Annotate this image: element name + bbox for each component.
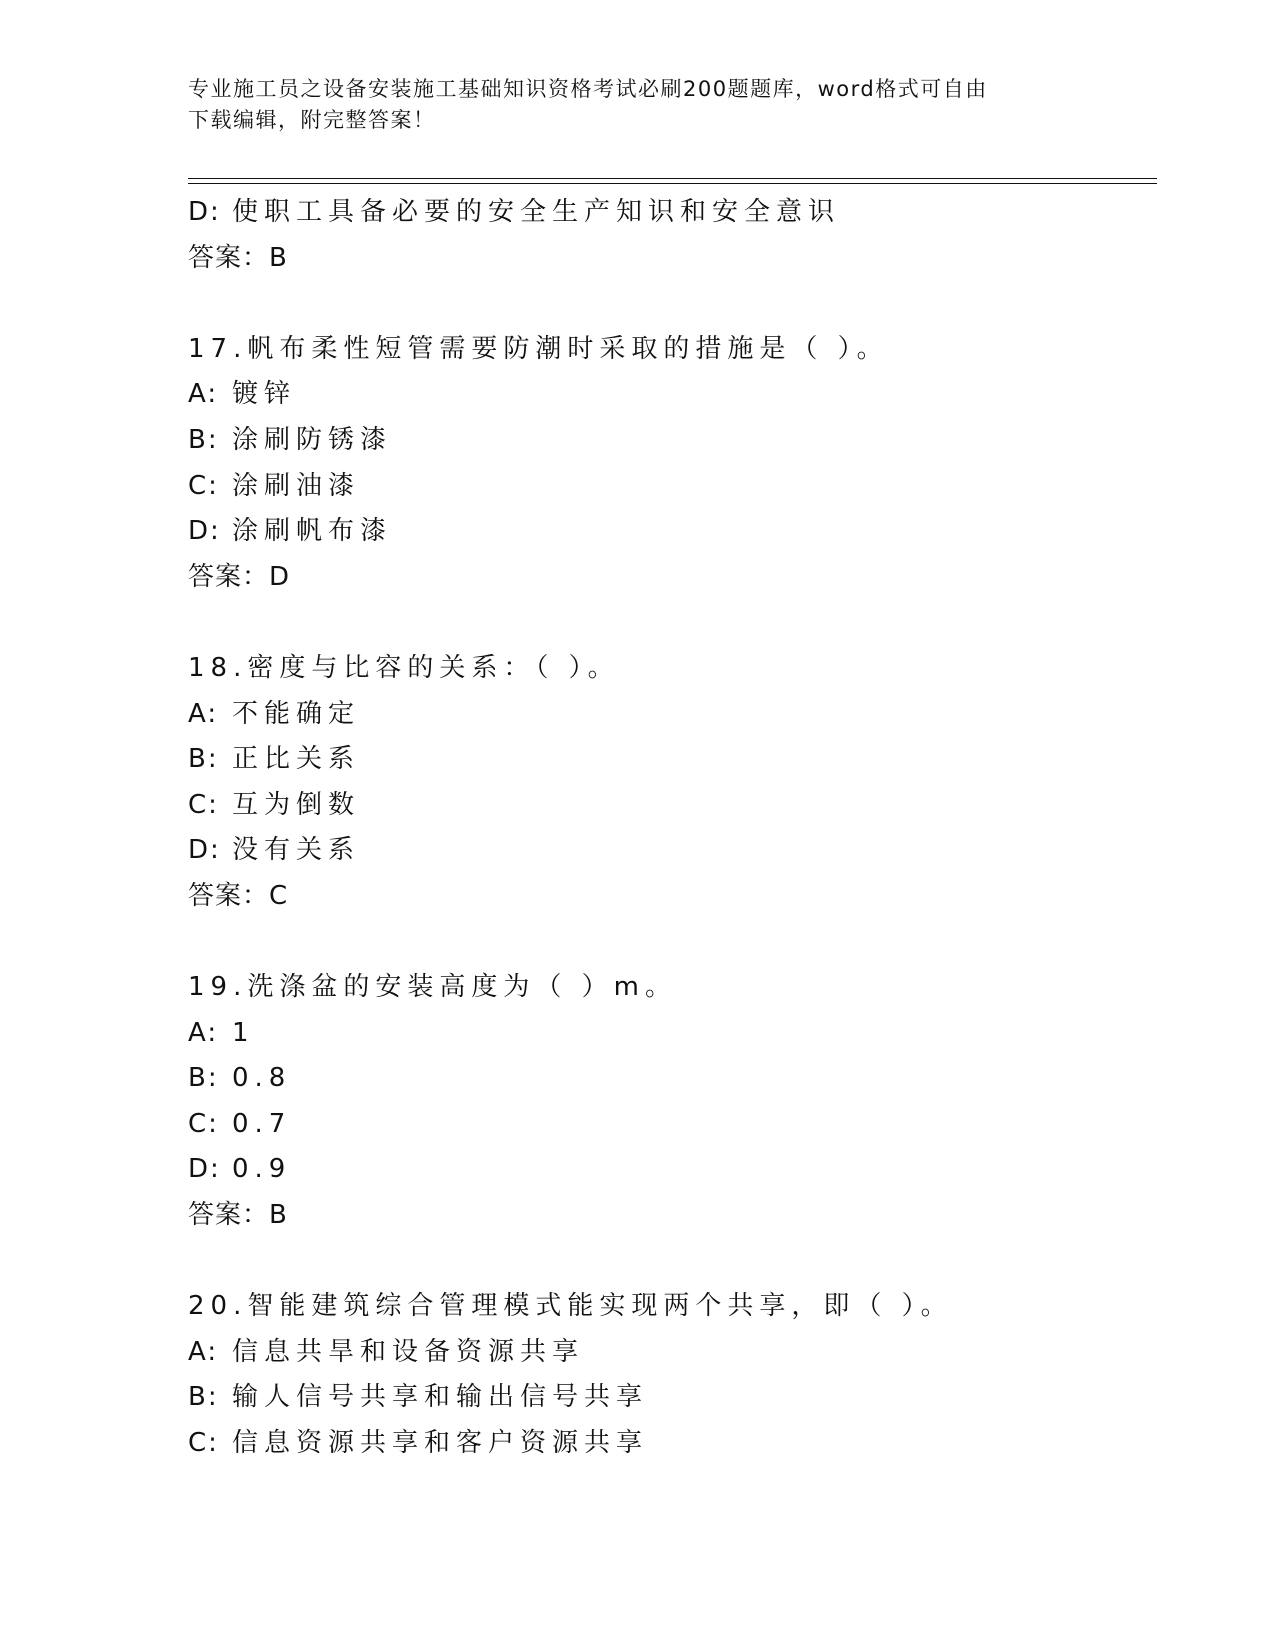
- option-a: [188, 1011, 1157, 1057]
- option-d: [188, 1147, 1157, 1193]
- option-b: [188, 737, 1157, 783]
- option-label: A:: [188, 1336, 219, 1367]
- option-text: 互为倒数: [232, 789, 361, 820]
- answer-line: 答案：B: [188, 1200, 288, 1231]
- option-text: 0.8: [232, 1063, 292, 1094]
- option-label: A:: [188, 1017, 219, 1048]
- option-text: 没有关系: [232, 835, 361, 866]
- option-text: 信息共旱和设备资源共享: [232, 1336, 585, 1367]
- option-text: 信息资源共享和客户资源共享: [232, 1428, 649, 1459]
- option-text: 输人信号共享和输出信号共享: [232, 1382, 649, 1413]
- option-c: [188, 1421, 1157, 1467]
- option-label: C:: [188, 1108, 219, 1139]
- option-d: [188, 509, 1157, 555]
- option-label: B:: [188, 424, 219, 455]
- option-text: 不能确定: [232, 698, 361, 729]
- option-label: C:: [188, 470, 219, 501]
- option-label: D:: [188, 1154, 221, 1185]
- spacer: [188, 600, 1157, 646]
- option-text: 0.7: [232, 1108, 292, 1139]
- option-b: [188, 418, 1157, 464]
- option-label: D:: [188, 835, 221, 866]
- option-text: 1: [232, 1017, 255, 1048]
- option-text: 使职工具备必要的安全生产知识和安全意识: [232, 197, 841, 227]
- option-c: [188, 783, 1157, 829]
- spacer: [188, 1239, 1157, 1285]
- document-header: [188, 74, 1088, 136]
- option-label: D:: [188, 197, 221, 227]
- option-label: B:: [188, 744, 219, 775]
- option-b: [188, 1056, 1157, 1102]
- option-label: D:: [188, 516, 221, 547]
- option-c: [188, 464, 1157, 510]
- option-text: 涂刷防锈漆: [232, 424, 393, 455]
- spacer: [188, 281, 1157, 327]
- question-text: 17.帆布柔性短管需要防潮时采取的措施是（ ）。: [188, 333, 889, 364]
- option-text: 涂刷油漆: [232, 470, 361, 501]
- option-text: 镀锌: [232, 379, 297, 410]
- answer-line: 答案：D: [188, 561, 291, 592]
- option-label: A:: [188, 379, 219, 410]
- answer-line: 答案：B: [188, 242, 288, 273]
- option-label: A:: [188, 698, 219, 729]
- option-d: [188, 190, 1157, 236]
- header-line-1: 专业施工员之设备安装施工基础知识资格考试必刷200题题库，word格式可自由: [188, 77, 988, 101]
- option-text: 0.9: [232, 1154, 292, 1185]
- option-a: [188, 372, 1157, 418]
- option-a: [188, 692, 1157, 738]
- spacer: [188, 920, 1157, 966]
- option-label: B:: [188, 1382, 219, 1413]
- question-text: 20.智能建筑综合管理模式能实现两个共享，即（ ）。: [188, 1291, 953, 1322]
- option-a: [188, 1330, 1157, 1376]
- option-text: 涂刷帆布漆: [232, 516, 393, 547]
- answer-line: 答案：C: [188, 880, 289, 911]
- header-line-2: 下载编辑，附完整答案！: [188, 108, 436, 132]
- option-label: C:: [188, 1428, 219, 1459]
- question-list: [188, 190, 1157, 1467]
- option-c: [188, 1102, 1157, 1148]
- header-divider-bottom: [188, 183, 1157, 184]
- header-divider-top: [188, 178, 1157, 179]
- option-b: [188, 1375, 1157, 1421]
- option-d: [188, 828, 1157, 874]
- question-text: 18.密度与比容的关系：（ ）。: [188, 652, 620, 683]
- option-label: C:: [188, 789, 219, 820]
- question-text: 19.洗涤盆的安装高度为（ ）m。: [188, 972, 677, 1003]
- option-text: 正比关系: [232, 744, 361, 775]
- option-label: B:: [188, 1063, 219, 1094]
